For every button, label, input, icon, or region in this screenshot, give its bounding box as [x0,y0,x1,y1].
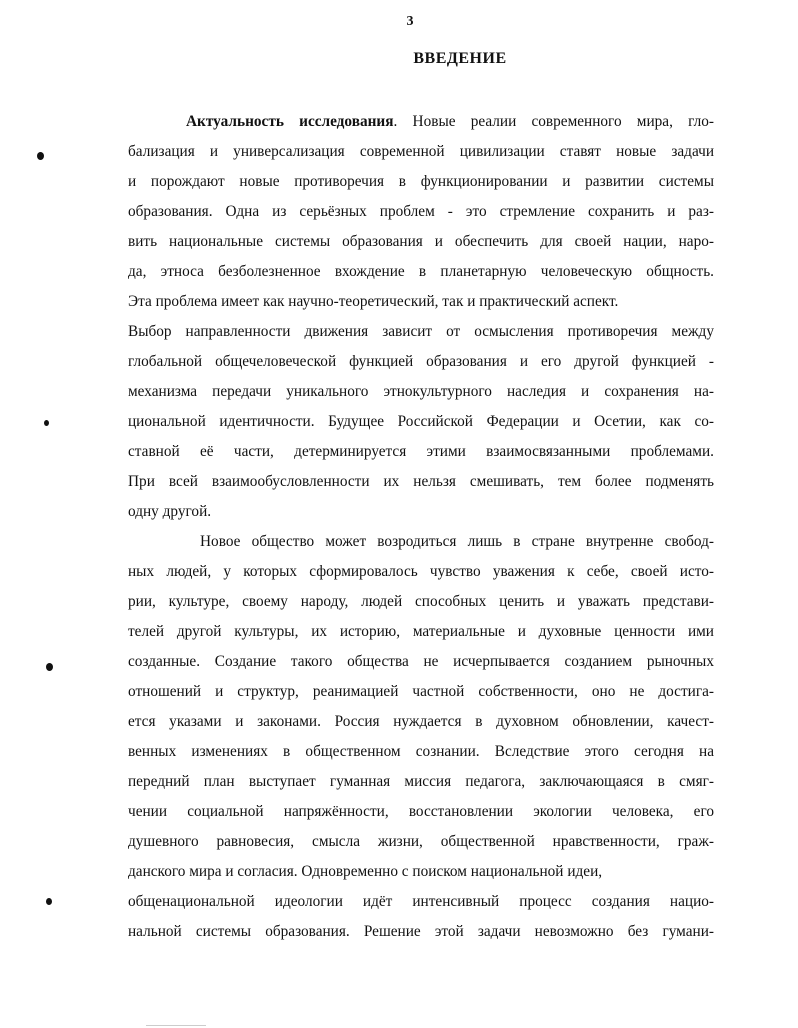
margin-bullet-mark [46,663,53,671]
text-line: одну другой. [128,503,212,520]
section-heading: ВВЕДЕНИЕ [413,50,507,67]
text-line: венных изменениях в общественном сознании. Вследствие этого сегодня на [128,743,714,760]
page-number: 3 [406,14,414,29]
text-line: циональной идентичности. Будущее Российской Федерации и Осетии, как со- [128,413,714,430]
text-line: глобальной общечеловеческой функцией образования и его другой функцией - [128,353,714,370]
text-line: отношений и структур, реанимацией частной собственности, оно не достига- [128,683,714,700]
text-line: ставной её части, детерминируется этими взаимосвязанными проблемами. [128,443,714,460]
lead-bold-text: Актуальность исследования [186,113,394,130]
text-line: телей другой культуры, их историю, материальные и духовные ценности ими [128,623,714,640]
text-line: передний план выступает гуманная миссия педагога, заключающаяся в смяг- [128,773,714,790]
text-line: Новое общество может возродиться лишь в стране внутренне свобод- [200,533,714,550]
line-text: . Новые реалии современного мира, гло- [393,113,714,130]
text-line: механизма передачи уникального этнокультурного наследия и сохранения на- [128,383,714,400]
text-line: бализация и универсализация современной цивилизации ставят новые задачи [128,143,714,160]
text-line: нальной системы образования. Решение этой задачи невозможно без гумани- [128,923,714,940]
text-line: данского мира и согласия. Одновременно с поиском национальной идеи, [128,863,603,880]
text-line: общенациональной идеологии идёт интенсивный процесс создания нацио- [128,893,714,910]
text-line: При всей взаимообусловленности их нельзя смешивать, тем более подменять [128,473,714,490]
margin-bullet-mark [44,420,49,426]
text-line: ных людей, у которых сформировалось чувство уважения к себе, своей исто- [128,563,714,580]
text-line [186,112,714,132]
text-line: вить национальные системы образования и обеспечить для своей нации, наро- [128,233,714,250]
margin-bullet-mark [46,898,52,905]
text-line: созданные. Создание такого общества не исчерпывается созданием рыночных [128,653,714,670]
text-line: и порождают новые противоречия в функционировании и развитии системы [128,173,714,190]
text-line: ется указами и законами. Россия нуждается в духовном обновлении, качест- [128,713,714,730]
text-line: Эта проблема имеет как научно-теоретический, так и практический аспект. [128,293,619,310]
footer-rule [146,1025,206,1026]
text-line: образования. Одна из серьёзных проблем - это стремление сохранить и раз- [128,203,714,220]
text-line: Выбор направленности движения зависит от осмысления противоречия между [128,323,714,340]
text-line: да, этноса безболезненное вхождение в планетарную человеческую общность. [128,263,714,280]
text-line: чении социальной напряжённости, восстановлении экологии человека, его [128,803,714,820]
text-line: рии, культуре, своему народу, людей способных ценить и уважать представи- [128,593,714,610]
margin-bullet-mark [37,152,44,160]
text-line: душевного равновесия, смысла жизни, общественной нравственности, граж- [128,833,714,850]
